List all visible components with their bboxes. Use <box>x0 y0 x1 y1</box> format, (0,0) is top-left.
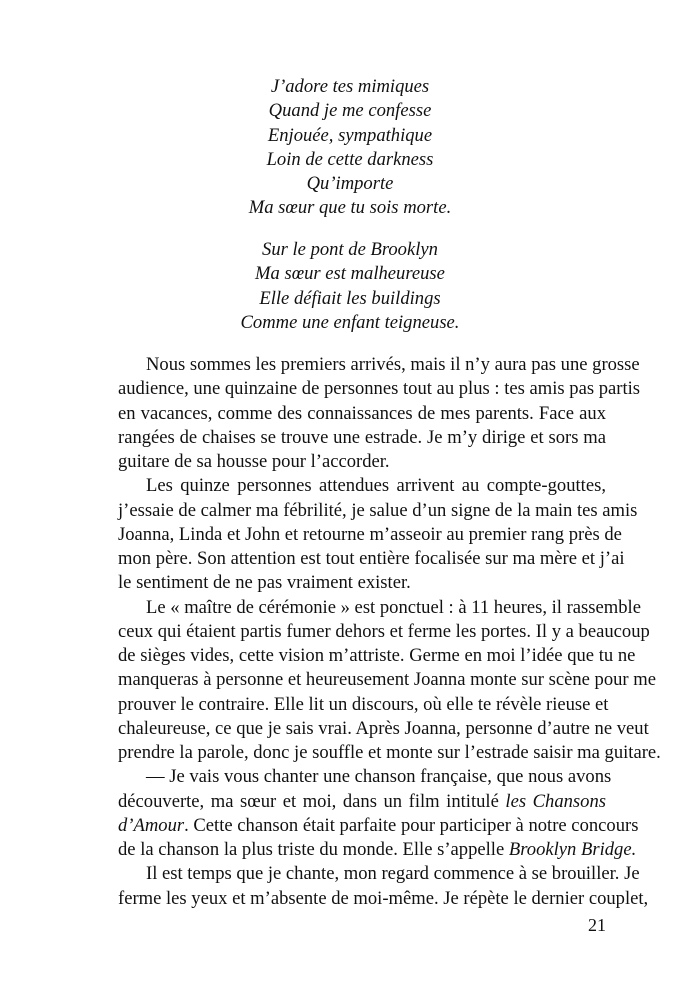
text-segment: prendre la parole, donc je souffle et monte sur l’estrade saisir ma guitare. <box>118 742 661 763</box>
text-line <box>118 402 606 426</box>
text-line <box>118 596 641 620</box>
text-line <box>118 717 649 741</box>
text-segment: ceux qui étaient partis fumer dehors et ferme les portes. Il y a beaucoup <box>118 620 650 642</box>
poem-line: Loin de cette darkness <box>266 148 434 170</box>
poem-line: Ma sœur que tu sois morte. <box>248 197 452 219</box>
text-line <box>118 474 606 498</box>
text-segment: ferme les yeux et m’absente de moi-même. Je répète le dernier couplet, <box>118 887 649 909</box>
text-line <box>118 499 638 523</box>
text-line <box>118 571 606 595</box>
text-segment: Nous sommes les premiers arrivés, mais il n’y aura pas une grosse <box>146 354 640 375</box>
text-line <box>118 838 637 862</box>
poem-line: Enjouée, sympathique <box>267 124 433 146</box>
poem-stanza-2 <box>0 238 700 335</box>
text-line <box>118 765 612 789</box>
text-line <box>118 693 609 717</box>
text-segment: chaleureuse, ce que je sais vrai. Après Joanna, personne d’autre ne veut <box>118 717 649 739</box>
text-segment: Le « maître de cérémonie » est ponctuel : à 11 heures, il rassemble <box>146 596 641 618</box>
text-line <box>118 644 636 668</box>
poem-line: Quand je me confesse <box>268 100 432 122</box>
poem-line: Ma sœur est malheureuse <box>255 263 445 285</box>
poem-line: J’adore tes mimiques <box>270 76 430 97</box>
poem-stanza-1 <box>0 75 700 221</box>
text-line <box>118 862 640 886</box>
poem-line: Qu’importe <box>306 173 394 195</box>
text-segment: en vacances, comme des connaissances de mes parents. Face aux <box>118 402 606 424</box>
text-line <box>118 353 640 377</box>
poem-line: Comme une enfant teigneuse. <box>240 311 460 333</box>
text-segment: de sièges vides, cette vision m’attriste. Germe en moi l’idée que tu ne <box>118 645 636 666</box>
text-segment: — Je vais vous chanter une chanson française, que nous avons <box>146 766 612 788</box>
text-segment: j’essaie de calmer ma fébrilité, je salue d’un signe de la main tes amis <box>118 499 638 521</box>
text-segment: Il est temps que je chante, mon regard commence à se brouiller. Je <box>146 863 640 885</box>
italic-title: Brooklyn Bridge. <box>508 839 637 860</box>
text-segment: Joanna, Linda et John et retourne m’asseoir au premier rang près de <box>118 523 622 545</box>
text-line <box>118 741 661 765</box>
text-line <box>118 790 606 814</box>
text-line <box>118 523 622 547</box>
text-segment: le sentiment de ne pas vraiment exister. <box>118 572 411 594</box>
text-line <box>118 668 656 692</box>
text-line <box>118 547 625 571</box>
poem-line: Elle défiait les buildings <box>259 287 441 309</box>
text-line <box>118 814 639 838</box>
prose-body <box>118 353 661 911</box>
italic-title: les Chansons <box>505 790 606 812</box>
text-segment: de la chanson la plus triste du monde. Elle s’appelle <box>118 839 509 860</box>
text-line <box>118 450 606 474</box>
text-line <box>118 887 649 911</box>
italic-title: d’Amour <box>118 814 185 836</box>
text-segment: rangées de chaises se trouve une estrade. Je m’y dirige et sors ma <box>118 426 606 448</box>
text-segment: découverte, ma sœur et moi, dans un film intitulé <box>118 790 506 812</box>
text-line <box>118 426 606 450</box>
text-segment: guitare de sa housse pour l’accorder. <box>118 451 390 472</box>
text-segment: . Cette chanson était parfaite pour participer à notre concours <box>184 814 639 836</box>
text-segment: audience, une quinzaine de personnes tout au plus : tes amis pas partis <box>118 378 641 400</box>
poem-line: Sur le pont de Brooklyn <box>262 239 438 260</box>
text-segment: manqueras à personne et heureusement Joanna monte sur scène pour me <box>118 669 656 691</box>
text-line <box>118 620 650 644</box>
page-number: 21 <box>588 915 606 935</box>
text-segment: mon père. Son attention est tout entière focalisée sur ma mère et j’ai <box>118 548 625 569</box>
text-segment: Les quinze personnes attendues arrivent au compte-gouttes, <box>146 475 606 497</box>
text-line <box>118 377 641 401</box>
text-segment: prouver le contraire. Elle lit un discours, où elle te révèle rieuse et <box>118 693 609 715</box>
